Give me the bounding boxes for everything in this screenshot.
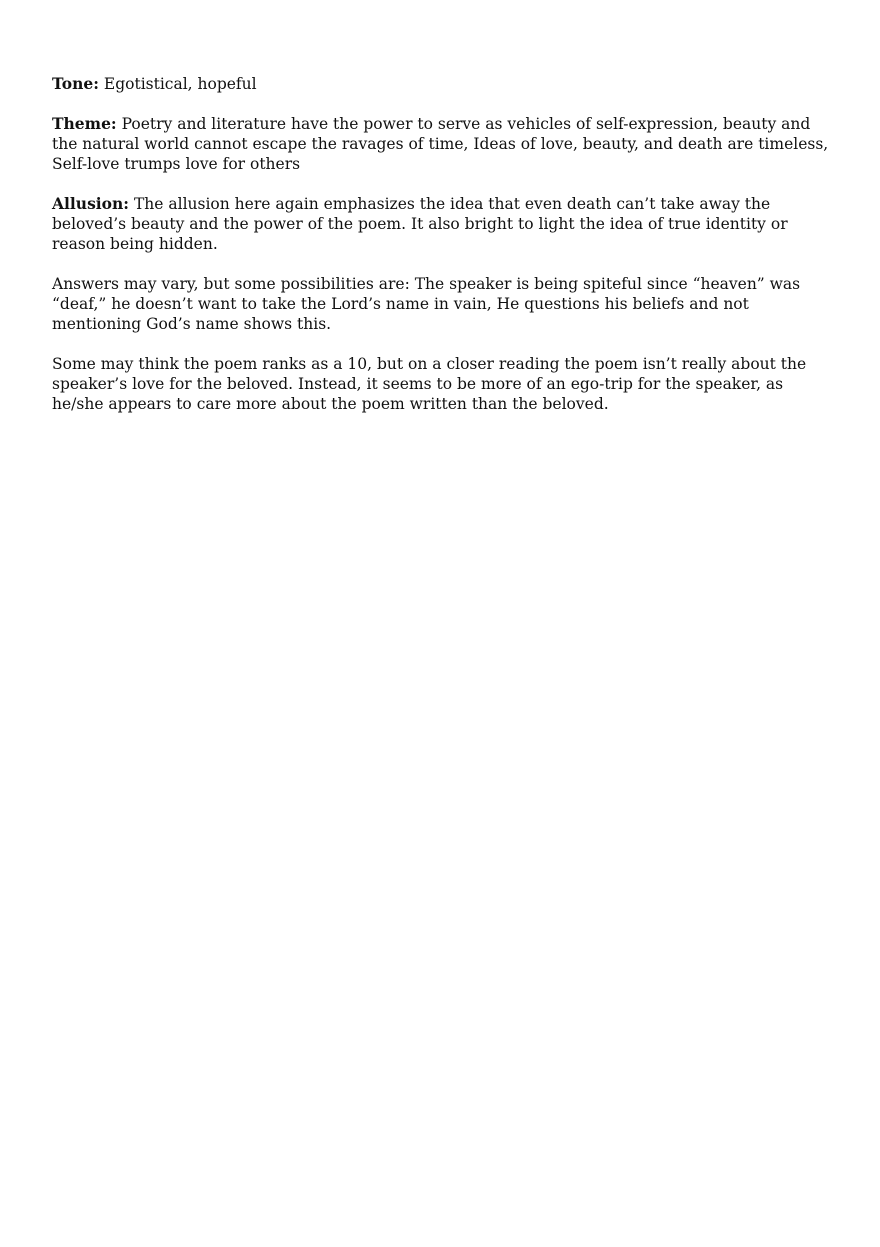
tone-label: Tone:: [52, 74, 99, 93]
theme-label: Theme:: [52, 114, 117, 133]
document-body: [52, 74, 832, 434]
theme-paragraph: [52, 114, 832, 174]
allusion-paragraph: [52, 194, 832, 254]
allusion-label: Allusion:: [52, 194, 130, 213]
tone-paragraph: [52, 74, 832, 94]
tone-text: Egotistical, hopeful: [103, 75, 257, 93]
theme-text: Poetry and literature have the power to serve as vehicles of self-expression, beauty and the natural world cannot escape the ravages of time, Ideas of love, beauty, and death are timeless, Self-love trumps love for others: [52, 115, 829, 173]
ranking-paragraph: Some may think the poem ranks as a 10, but on a closer reading the poem isn’t really about the speaker’s love for the beloved. Instead, it seems to be more of an ego-trip for the speaker, as he/she appears to care more about the poem written than the beloved.: [52, 355, 807, 413]
allusion-text: The allusion here again emphasizes the idea that even death can’t take away the beloved’s beauty and the power of the poem. It also bright to light the idea of true identity or reason being hidden.: [52, 195, 788, 253]
answers-paragraph: Answers may vary, but some possibilities are: The speaker is being spiteful since “heaven” was “deaf,” he doesn’t want to take the Lord’s name in vain, He questions his beliefs and not mentioning God’s name shows this.: [52, 275, 801, 333]
